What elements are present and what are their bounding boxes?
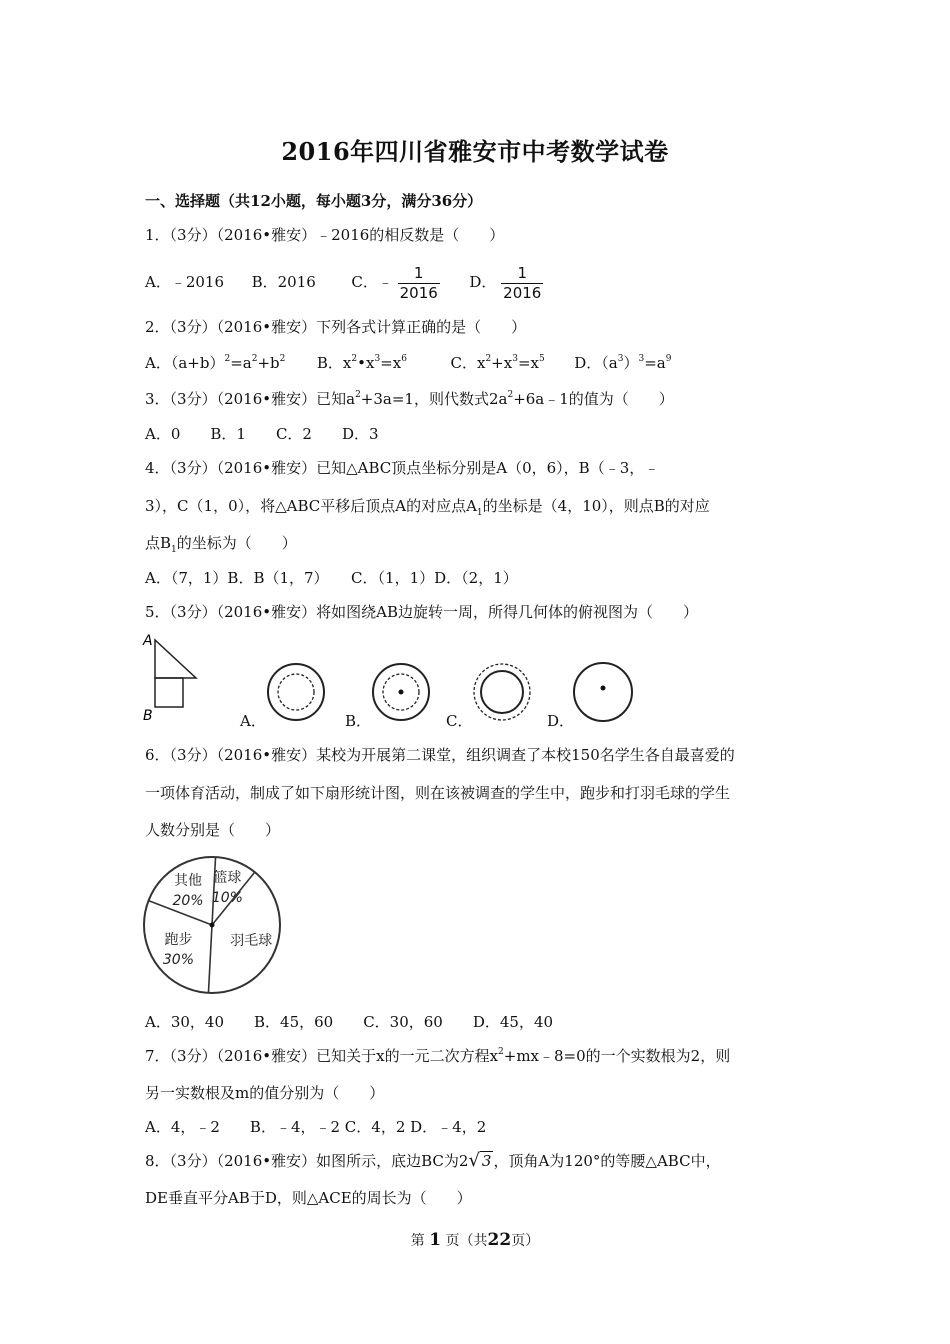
question-3-options: A．0 B．1 C．2 D．3 bbox=[145, 425, 379, 443]
question-7-line-2: 另一实数根及m的值分别为（ ） bbox=[145, 1084, 385, 1102]
question-4-line-3: 点$B_1$的坐标为（ ） bbox=[145, 534, 297, 555]
question-3-stem: 3．（3分）（2016•雅安）已知$a^2+3a=1$，则代数式$2a^2+6a﹣1$的值为（ ） bbox=[145, 390, 674, 408]
question-1-options bbox=[145, 262, 543, 303]
question-2-options bbox=[145, 352, 671, 374]
q5-option-b-figure bbox=[369, 660, 433, 724]
inner-circle bbox=[481, 671, 523, 713]
question-6-line-1: 6．（3分）（2016•雅安）某校为开展第二课堂，组织调查了本校150名学生各自最喜爱的 bbox=[145, 746, 735, 764]
q5-option-d-figure bbox=[571, 660, 635, 724]
outer-circle bbox=[574, 663, 632, 721]
outer-circle bbox=[268, 664, 324, 720]
page-footer: 第 1 页（共22页） bbox=[410, 1230, 540, 1250]
q5-option-b-label: B． bbox=[345, 712, 372, 730]
question-7-line-1: 7．（3分）（2016•雅安）已知关于x的一元二次方程$x^2+mx﹣8=0$的一个实数根为2，则 bbox=[145, 1047, 731, 1065]
pie-slice-label: 其他 20% bbox=[172, 873, 204, 910]
question-4-options: A．（7，1）B．B（1，7） C．（1，1）D．（2，1） bbox=[145, 569, 518, 587]
total-pages: 22 bbox=[487, 1230, 512, 1250]
q5-option-c-label: C． bbox=[446, 712, 473, 730]
q2-option-a: A．$(a+b)^2=a^2+b^2$ bbox=[145, 354, 286, 372]
q1-option-d: D． bbox=[469, 273, 497, 291]
dashed-inner-circle bbox=[278, 674, 314, 710]
pie-slice-label: 跑步 30% bbox=[162, 931, 195, 968]
pie-slice-label: 篮球 10% bbox=[211, 869, 243, 906]
q5-triangle bbox=[155, 640, 196, 678]
question-1-stem: 1．（3分）（2016•雅安）﹣2016的相反数是（ ） bbox=[145, 226, 505, 244]
q5-option-c-figure bbox=[470, 660, 534, 724]
q5-figure bbox=[140, 630, 210, 725]
q1-fraction-c: $\frac{1}{2016}$ bbox=[399, 263, 438, 302]
q5-option-a-label: A． bbox=[240, 712, 266, 730]
center-dot bbox=[601, 686, 606, 691]
pie-slice-label: 羽毛球 bbox=[230, 933, 273, 950]
q5-option-a-figure bbox=[264, 660, 328, 724]
q5-label-a: A bbox=[143, 633, 153, 649]
question-8-line-2: DE垂直平分AB于D，则△ACE的周长为（ ） bbox=[145, 1189, 472, 1207]
section-heading: 一、选择题（共12小题，每小题3分，满分36分） bbox=[145, 192, 483, 210]
q2-option-c: C．$x^2+x^3=x^5$ bbox=[450, 354, 545, 372]
dashed-outer-circle bbox=[474, 664, 530, 720]
question-6-line-3: 人数分别是（ ） bbox=[145, 821, 281, 839]
pie-slice-boundary bbox=[208, 925, 212, 993]
question-6-options: A．30，40 B．45，60 C．30，60 D．45，40 bbox=[145, 1013, 554, 1031]
page-title: 2016年四川省雅安市中考数学试卷 bbox=[281, 137, 669, 166]
q1-option-b: B．2016 bbox=[251, 273, 316, 291]
pie-chart bbox=[140, 850, 290, 1000]
q1-option-a: A．﹣2016 bbox=[145, 273, 225, 291]
q1-fraction-d: $\frac{1}{2016}$ bbox=[503, 263, 542, 302]
question-5-stem: 5．（3分）（2016•雅安）将如图绕AB边旋转一周，所得几何体的俯视图为（ ） bbox=[145, 603, 698, 621]
question-7-options: A．4，﹣2 B．﹣4，﹣2 C．4，2 D．﹣4，2 bbox=[145, 1118, 487, 1136]
q5-square bbox=[155, 678, 183, 707]
question-4-line-2: 3），C（1，0），将△ABC平移后顶点A的对应点$A_1$的坐标是（4，10），则点B的对应 bbox=[145, 497, 710, 518]
q2-option-d: D．$(a^3)^3=a^9$ bbox=[574, 354, 672, 372]
current-page: 1 bbox=[429, 1230, 442, 1250]
center-dot bbox=[399, 690, 404, 695]
q5-label-b: B bbox=[143, 708, 153, 724]
pie-center bbox=[210, 923, 215, 928]
q2-option-b: B．$x^2•x^3=x^6$ bbox=[316, 354, 407, 372]
q5-option-d-label: D． bbox=[547, 712, 575, 730]
question-6-line-2: 一项体育活动，制成了如下扇形统计图，则在该被调查的学生中，跑步和打羽毛球的学生 bbox=[145, 784, 731, 802]
question-4-line-1: 4．（3分）（2016•雅安）已知△ABC顶点坐标分别是A（0，6），B（﹣3，﹣ bbox=[145, 459, 660, 477]
sqrt-radicand: 3 bbox=[481, 1152, 492, 1170]
question-8-line-1: 8．（3分）（2016•雅安）如图所示，底边BC为2√ 3 ，顶角A为120°的等腰△ABC中， bbox=[145, 1150, 721, 1171]
q1-option-c: C．﹣ bbox=[351, 273, 393, 291]
question-2-stem: 2．（3分）（2016•雅安）下列各式计算正确的是（ ） bbox=[145, 318, 527, 336]
